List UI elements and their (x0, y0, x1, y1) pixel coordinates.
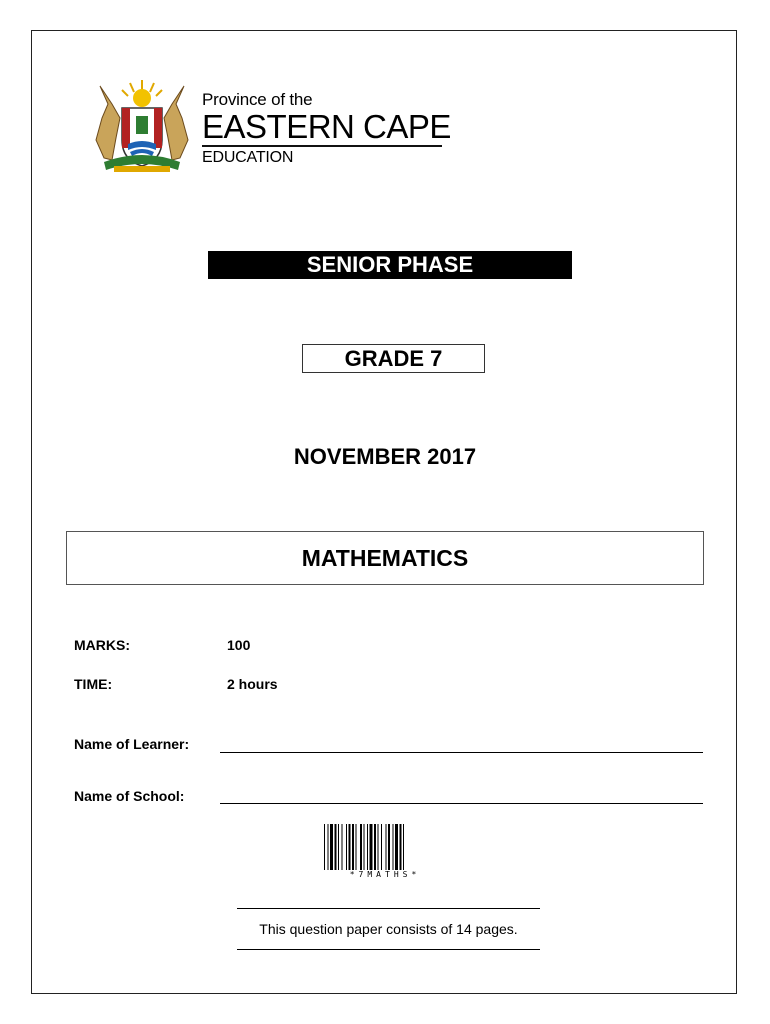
phase-banner: SENIOR PHASE (208, 251, 572, 279)
page-count-note: This question paper consists of 14 pages. (237, 908, 540, 950)
barcode-text: *7MATHS* (349, 870, 421, 879)
school-name-label: Name of School: (74, 788, 185, 804)
time-label: TIME: (74, 676, 113, 692)
logo-province-text: Province of the (202, 90, 313, 109)
logo-eastern-cape-text: EASTERN CAPE (202, 108, 451, 145)
learner-name-label: Name of Learner: (74, 736, 190, 752)
learner-name-line[interactable] (220, 752, 703, 753)
marks-value: 100 (227, 637, 251, 653)
subject-box: MATHEMATICS (66, 531, 704, 585)
exam-date: NOVEMBER 2017 (293, 444, 477, 469)
logo-education-text: EDUCATION (202, 149, 294, 166)
eastern-cape-logo (82, 78, 462, 178)
grade-box: GRADE 7 (302, 344, 485, 373)
school-name-line[interactable] (220, 803, 703, 804)
time-value: 2 hours (227, 676, 278, 692)
barcode (324, 824, 446, 870)
marks-label: MARKS: (74, 637, 130, 653)
logo-divider (202, 145, 442, 147)
coat-of-arms-icon (82, 78, 202, 178)
